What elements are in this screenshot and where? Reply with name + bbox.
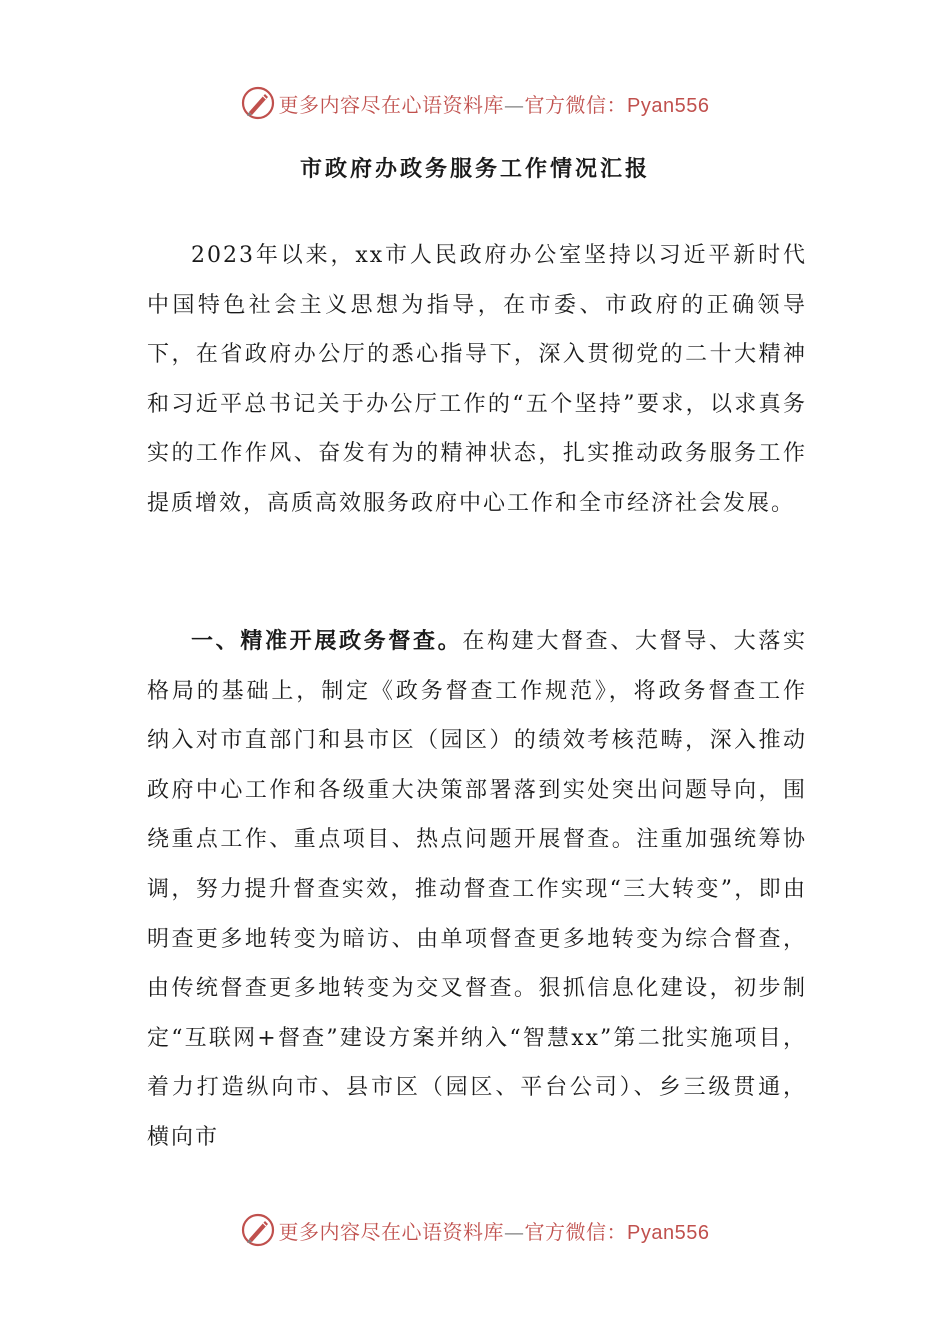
- section-1-text: 在构建大督查、大督导、大落实格局的基础上，制定《政务督查工作规范》，将政务督查工作纳入对市直部门和县市区（园区）的绩效考核范畴，深入推动政府中心工作和各级重大决策部署落到实处突出问题导向，围绕重点工作、重点项目、热点问题开展督查。注重加强统筹协调，努力提升督查实效，推动督查工作实现“三大转变”，即由明查更多地转变为暗访、由单项督查更多地转变为综合督查，由传统督查更多地转变为交叉督查。狠抓信息化建设，初步制定“互联网+督查”建设方案并纳入“智慧xx”第二批实施项目，着力打造纵向市、县市区（园区、平台公司）、乡三级贯通，横向市: [147, 629, 807, 1150]
- watermark-text: 更多内容尽在心语资料库: [278, 1219, 505, 1244]
- watermark-dash: —: [504, 92, 525, 117]
- section-1-heading: 一、精准开展政务督查。: [191, 628, 463, 654]
- watermark-id: Pyan556: [627, 94, 710, 117]
- watermark-text: 更多内容尽在心语资料库: [278, 92, 505, 117]
- footer-watermark: [0, 1210, 950, 1250]
- watermark-id: Pyan556: [627, 1221, 710, 1244]
- document-title: 市政府办政务服务工作情况汇报: [299, 156, 650, 182]
- intro-paragraph: 2023年以来，xx市人民政府办公室坚持以习近平新时代中国特色社会主义思想为指导，在市委、市政府的正确领导下，在省政府办公厅的悉心指导下，深入贯彻党的二十大精神和习近平总书记关于办公厅工作的“五个坚持”要求，以求真务实的工作作风、奋发有为的精神状态，扎实推动政务服务工作提质增效，高质高效服务政府中心工作和全市经济社会发展。: [147, 243, 807, 516]
- watermark-label: 官方微信：: [524, 1219, 628, 1244]
- pen-logo-icon: [241, 1213, 275, 1247]
- watermark-dash: —: [504, 1219, 525, 1244]
- section-1-paragraph: [147, 617, 807, 1163]
- pen-logo-icon: [241, 86, 275, 120]
- watermark-label: 官方微信：: [524, 92, 628, 117]
- header-watermark: [0, 83, 950, 123]
